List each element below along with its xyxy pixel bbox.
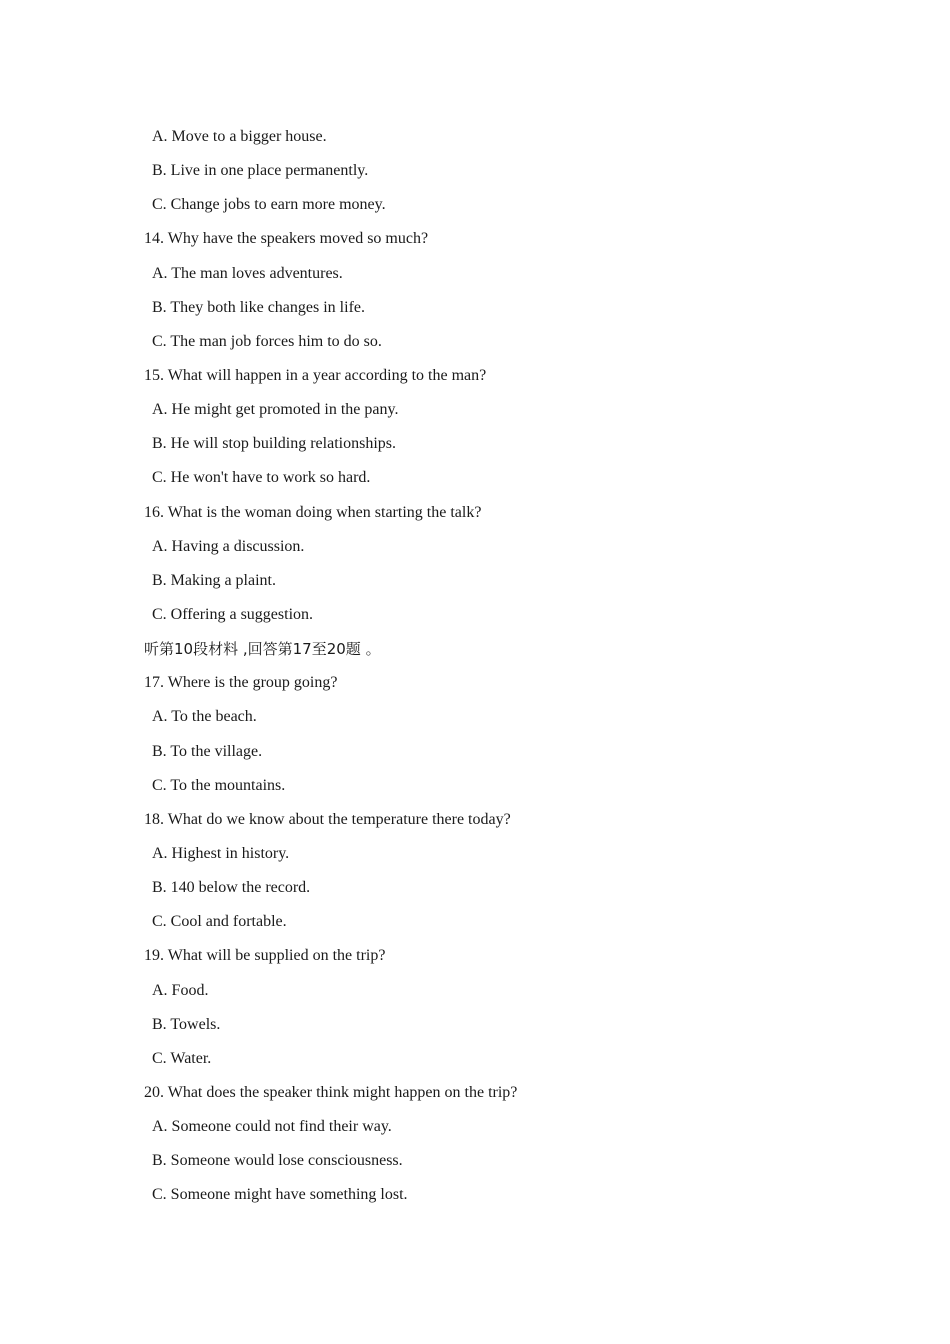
option-text: A. Move to a bigger house.	[152, 128, 327, 145]
option-text: A. Having a discussion.	[152, 537, 305, 555]
option-text: B. Making a plaint.	[152, 571, 276, 589]
question-text: 18. What do we know about the temperature there today?	[144, 810, 511, 828]
option-text: A. Highest in history.	[152, 844, 290, 862]
option-text: C. To the mountains.	[152, 776, 286, 794]
option-text: A. To the beach.	[152, 708, 257, 726]
option-text: B. Towels.	[152, 1015, 221, 1033]
option-text: A. The man loves adventures.	[152, 264, 343, 282]
question-text: 17. Where is the group going?	[144, 674, 338, 692]
question-text: 14. Why have the speakers moved so much?	[144, 230, 429, 248]
option-text: B. To the village.	[152, 742, 263, 760]
option-text: C. Offering a suggestion.	[152, 605, 314, 623]
option-text: A. Food.	[152, 981, 209, 999]
question-text: 15. What will happen in a year according to the man?	[144, 366, 487, 384]
option-text: B. Live in one place permanently.	[152, 162, 369, 180]
question-text: 19. What will be supplied on the trip?	[144, 947, 386, 965]
option-text: C. The man job forces him to do so.	[152, 332, 382, 350]
option-text: B. He will stop building relationships.	[152, 435, 396, 453]
option-text: C. Water.	[152, 1049, 212, 1067]
option-text: B. Someone would lose consciousness.	[152, 1152, 403, 1170]
option-text: A. He might get promoted in the pany.	[152, 401, 399, 419]
option-text: C. Change jobs to earn more money.	[152, 196, 386, 214]
option-text: B. 140 below the record.	[152, 879, 311, 897]
option-text: C. Cool and fortable.	[152, 913, 287, 931]
option-text: C. Someone might have something lost.	[152, 1186, 408, 1204]
option-text: C. He won't have to work so hard.	[152, 469, 371, 487]
question-text: 16. What is the woman doing when starting the talk?	[144, 503, 482, 521]
question-list	[144, 124, 844, 1217]
option-text: A. Someone could not find their way.	[152, 1118, 392, 1136]
section-instruction: 听第10段材料 ,回答第17至20题 。	[144, 640, 381, 659]
option-text: B. They both like changes in life.	[152, 298, 365, 316]
question-text: 20. What does the speaker think might happen on the trip?	[144, 1083, 518, 1101]
